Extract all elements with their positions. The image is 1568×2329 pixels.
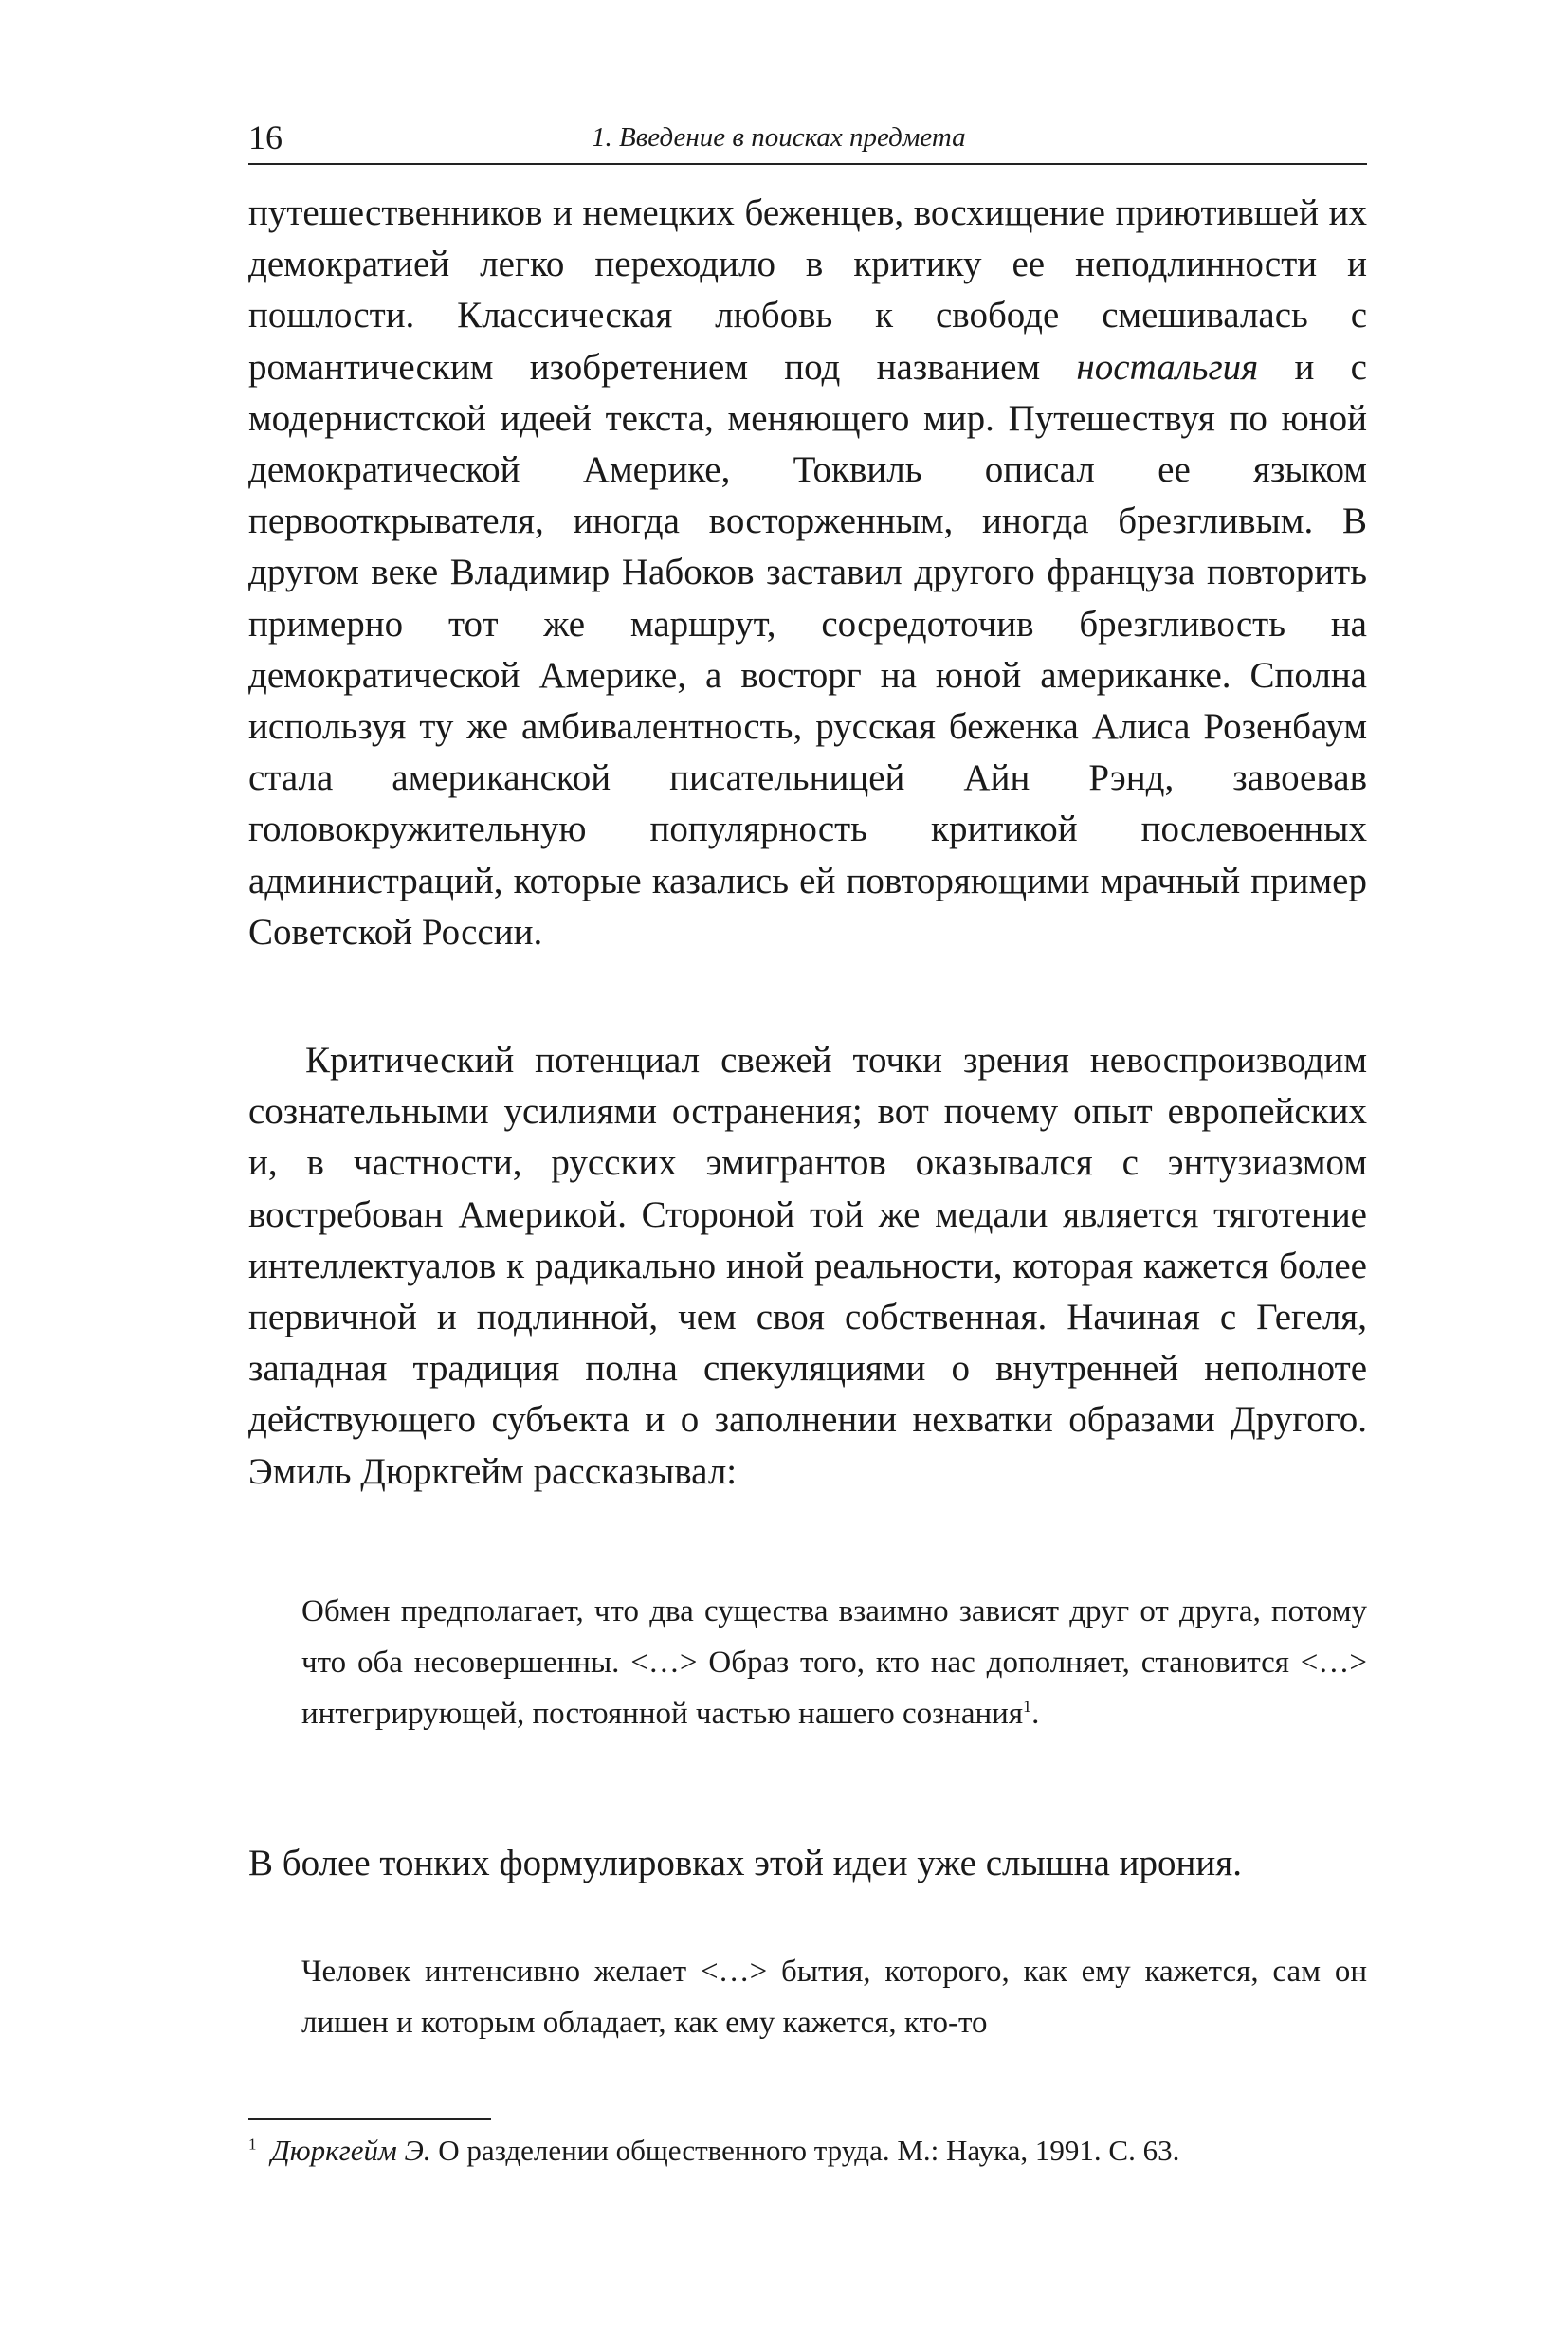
footnote-mark: 1 (248, 2135, 257, 2154)
footnote (248, 2125, 1367, 2176)
quote-1-end: . (1031, 1697, 1040, 1731)
running-header (248, 112, 1367, 165)
footnote-text: О разделении общественного труда. М.: Наука, 1991. С. 63. (430, 2134, 1180, 2167)
footnote-author: Дюркгейм Э. (271, 2134, 431, 2167)
footnote-divider (248, 2118, 491, 2120)
block-quote-2: Человек интенсивно желает <…> бытия, которого, как ему кажется, сам он лишен и которым обладает, как ему кажется, кто-то (301, 1955, 1367, 2040)
body-paragraph-3: В более тонких формулировках этой идеи уже слышна ирония. (248, 1843, 1242, 1883)
footnote-reference: 1 (1023, 1697, 1032, 1716)
page-number: 16 (248, 118, 283, 156)
emphasis-term: ностальгия (1076, 346, 1259, 388)
body-paragraph-1 (248, 188, 1367, 958)
paragraph-1-text-a: путешественников и немецких беженцев, восхищение приютившей их демократией легко переходило в критику ее неподлинности и пошлости. Классическая любовь к свободе смешивалась с романтическим изобретением под названием (248, 192, 1367, 388)
running-title: 1. Введение в поисках предмета (592, 122, 966, 153)
paragraph-1-text-b: и с модернистской идеей текста, меняющего мир. Путешествуя по юной демократической Америке, Токвиль описал ее языком первооткрывателя, иногда восторженным, иногда брезгливым. В другом веке Владимир Набоков заставил другого француза повторить примерно тот же маршрут, сосредоточив брезгливость на демократической Америке, а восторг на юной американке. Сполна используя ту же амбивалентность, русская беженка Алиса Розенбаум стала американской писательницей Айн Рэнд, завоевав головокружительную популярность критикой послевоенных администраций, которые казались ей повторяющими мрачный пример Советской России. (248, 346, 1367, 953)
block-quote-1 (301, 1586, 1367, 1739)
body-paragraph-2: Критический потенциал свежей точки зрения невоспроизводим сознательными усилиями остранения; вот почему опыт европейских и, в частности, русских эмигрантов оказывался с энтузиазмом востребован Америкой. Стороной той же медали является тяготение интеллектуалов к радикально иной реальности, которая кажется более первичной и подлинной, чем своя собственная. Начиная с Гегеля, западная традиция полна спекуляциями о внутренней неполноте действующего субъекта и о заполнении нехватки образами Другого. Эмиль Дюркгейм рассказывал: (248, 1040, 1367, 1492)
quote-1-text: Обмен предполагает, что два существа взаимно зависят друг от друга, потому что оба несовершенны. <…> Образ того, кто нас дополняет, становится <…> интегрирующей, постоянной частью нашего сознания (301, 1594, 1367, 1731)
